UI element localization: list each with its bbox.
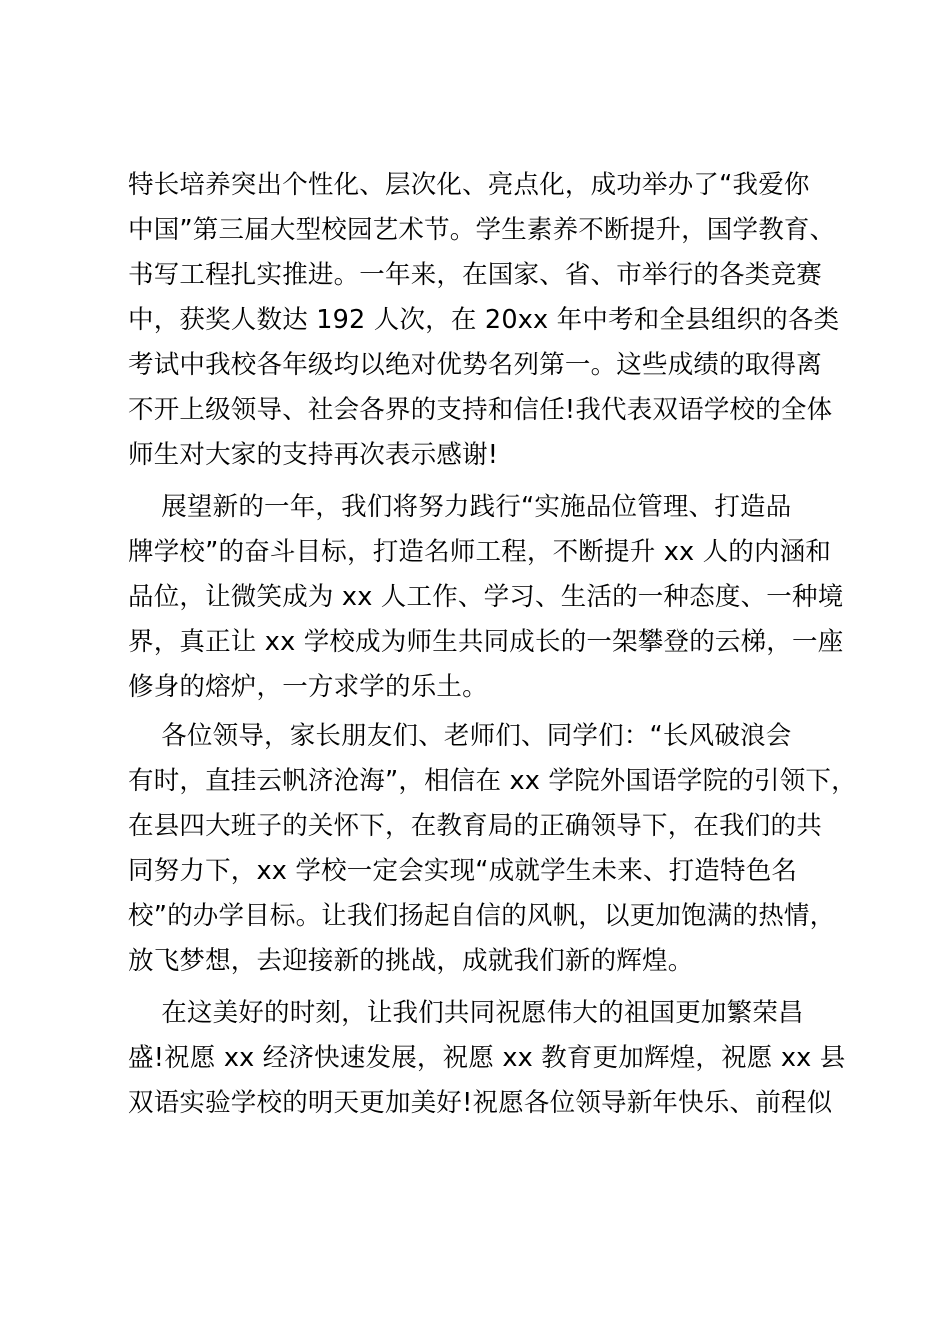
text-line: 校”的办学目标。让我们扬起自信的风帆，以更加饱满的热情， xyxy=(128,901,836,931)
text-line: 双语实验学校的明天更加美好!祝愿各位领导新年快乐、前程似 xyxy=(128,1088,833,1118)
text-line: 盛!祝愿 xx 经济快速发展，祝愿 xx 教育更加辉煌，祝愿 xx 县 xyxy=(128,1043,846,1073)
text-line: 展望新的一年，我们将努力践行“实施品位管理、打造品 xyxy=(128,492,792,522)
text-line: 有时，直挂云帆济沧海”，相信在 xx 学院外国语学院的引领下， xyxy=(128,766,857,796)
text-line: 各位领导，家长朋友们、老师们、同学们：“长风破浪会 xyxy=(128,721,792,751)
text-line: 同努力下，xx 学校一定会实现“成就学生未来、打造特色名 xyxy=(128,856,798,886)
text-line: 牌学校”的奋斗目标，打造名师工程，不断提升 xx 人的内涵和 xyxy=(128,537,832,567)
text-line: 特长培养突出个性化、层次化、亮点化，成功举办了“我爱你 xyxy=(128,170,810,200)
text-line: 修身的熔炉，一方求学的乐土。 xyxy=(128,672,488,702)
text-line: 不开上级领导、社会各界的支持和信任!我代表双语学校的全体 xyxy=(128,395,833,425)
text-line: 考试中我校各年级均以绝对优势名列第一。这些成绩的取得离 xyxy=(128,350,822,380)
text-line: 在这美好的时刻，让我们共同祝愿伟大的祖国更加繁荣昌 xyxy=(128,998,804,1028)
text-line: 在县四大班子的关怀下，在教育局的正确领导下，在我们的共 xyxy=(128,811,822,841)
text-line: 书写工程扎实推进。一年来，在国家、省、市举行的各类竞赛 xyxy=(128,260,822,290)
text-line: 师生对大家的支持再次表示感谢! xyxy=(128,440,499,470)
text-line: 中，获奖人数达 192 人次，在 20xx 年中考和全县组织的各类 xyxy=(128,305,840,335)
text-line: 放飞梦想，去迎接新的挑战，成就我们新的辉煌。 xyxy=(128,946,694,976)
text-line: 品位，让微笑成为 xx 人工作、学习、生活的一种态度、一种境 xyxy=(128,582,844,612)
text-line: 界，真正让 xx 学校成为师生共同成长的一架攀登的云梯，一座 xyxy=(128,627,844,657)
text-line: 中国”第三届大型校园艺术节。学生素养不断提升，国学教育、 xyxy=(128,215,836,245)
